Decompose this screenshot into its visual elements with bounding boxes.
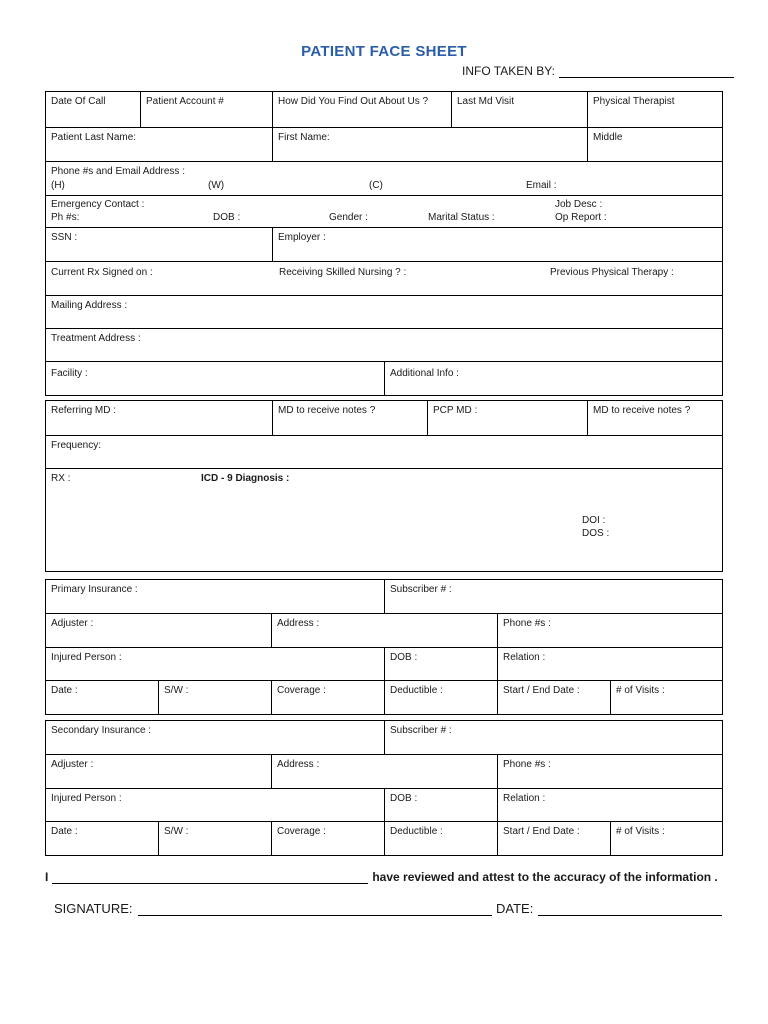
marital-status-label: Marital Status : [428, 212, 495, 223]
primary-coverage-label: Coverage : [277, 685, 326, 696]
pcp-md-label: PCP MD : [433, 405, 478, 416]
referring-md-notes-label: MD to receive notes ? [278, 405, 376, 416]
primary-subscriber-field[interactable] [385, 580, 722, 614]
secondary-insurance-field[interactable] [46, 721, 385, 755]
date-of-call-label: Date Of Call [51, 96, 106, 107]
secondary-dob-label: DOB : [390, 793, 418, 804]
mailing-address-label: Mailing Address : [51, 300, 128, 311]
physical-therapist-field[interactable] [588, 92, 722, 128]
secondary-sw-label: S/W : [164, 826, 189, 837]
rx-label: RX : [51, 473, 71, 484]
secondary-injured-field[interactable] [46, 789, 385, 822]
facility-field[interactable] [46, 362, 385, 395]
pcp-md-field[interactable] [428, 401, 588, 436]
info-taken-by-line[interactable] [559, 66, 734, 78]
patient-info-section [45, 91, 723, 396]
middle-name-field[interactable] [588, 128, 722, 162]
secondary-subscriber-label: Subscriber # : [390, 725, 452, 736]
referring-md-notes-field[interactable] [273, 401, 428, 436]
secondary-date-label: Date : [51, 826, 78, 837]
primary-deductible-label: Deductible : [390, 685, 443, 696]
date-field[interactable] [496, 901, 722, 916]
how-found-label: How Did You Find Out About Us ? [278, 96, 429, 107]
attestation-prefix: I [45, 870, 49, 884]
primary-adjuster-field[interactable] [46, 614, 272, 648]
icd-diagnosis-label: ICD - 9 Diagnosis : [201, 473, 290, 484]
secondary-sw-field[interactable] [159, 822, 272, 855]
primary-insurance-label: Primary Insurance : [51, 584, 138, 595]
frequency-label: Frequency: [51, 440, 102, 451]
primary-phone-label: Phone #s : [503, 618, 551, 629]
secondary-date-field[interactable] [46, 822, 159, 855]
primary-insurance-field[interactable] [46, 580, 385, 614]
mailing-address-field[interactable] [46, 296, 722, 329]
primary-adjuster-label: Adjuster : [51, 618, 94, 629]
rx-diagnosis-field[interactable] [46, 469, 722, 571]
primary-dob-field[interactable] [385, 648, 498, 681]
last-md-visit-field[interactable] [452, 92, 588, 128]
primary-start-end-field[interactable] [498, 681, 611, 714]
date-line[interactable] [538, 903, 722, 916]
secondary-injured-label: Injured Person : [51, 793, 122, 804]
pcp-md-notes-field[interactable] [588, 401, 722, 436]
primary-relation-label: Relation : [503, 652, 546, 663]
phone-home-label: (H) [51, 180, 65, 191]
secondary-insurance-section [45, 720, 723, 856]
attestation-text: have reviewed and attest to the accuracy of the information . [372, 870, 718, 884]
phone-email-field[interactable] [46, 162, 722, 196]
previous-pt-label: Previous Physical Therapy : [550, 267, 674, 278]
patient-account-field[interactable] [141, 92, 273, 128]
current-rx-label: Current Rx Signed on : [51, 267, 153, 278]
secondary-adjuster-label: Adjuster : [51, 759, 94, 770]
info-taken-by-field[interactable] [462, 64, 734, 78]
additional-info-label: Additional Info : [390, 368, 459, 379]
treatment-address-label: Treatment Address : [51, 333, 141, 344]
gender-label: Gender : [329, 212, 368, 223]
referral-section [45, 400, 723, 572]
primary-date-label: Date : [51, 685, 78, 696]
primary-dob-label: DOB : [390, 652, 418, 663]
primary-sw-label: S/W : [164, 685, 189, 696]
primary-coverage-field[interactable] [272, 681, 385, 714]
attestation-name-line[interactable] [52, 872, 368, 884]
employer-field[interactable] [273, 228, 722, 262]
page-title: PATIENT FACE SHEET [301, 43, 467, 60]
physical-therapist-label: Physical Therapist [593, 96, 675, 107]
primary-deductible-field[interactable] [385, 681, 498, 714]
primary-start-end-label: Start / End Date : [503, 685, 580, 696]
primary-address-label: Address : [277, 618, 320, 629]
pcp-md-notes-label: MD to receive notes ? [593, 405, 691, 416]
middle-name-label: Middle [593, 132, 623, 143]
first-name-label: First Name: [278, 132, 330, 143]
emergency-phone-label: Ph #s: [51, 212, 80, 223]
primary-address-field[interactable] [272, 614, 498, 648]
secondary-deductible-label: Deductible : [390, 826, 443, 837]
primary-insurance-section [45, 579, 723, 715]
secondary-relation-field[interactable] [498, 789, 722, 822]
ssn-label: SSN : [51, 232, 78, 243]
signature-line[interactable] [138, 903, 492, 916]
primary-injured-label: Injured Person : [51, 652, 122, 663]
employer-label: Employer : [278, 232, 326, 243]
secondary-start-end-label: Start / End Date : [503, 826, 580, 837]
secondary-visits-label: # of Visits : [616, 826, 665, 837]
last-name-field[interactable] [46, 128, 273, 162]
date-label: DATE: [496, 901, 534, 916]
secondary-deductible-field[interactable] [385, 822, 498, 855]
referring-md-field[interactable] [46, 401, 273, 436]
primary-sw-field[interactable] [159, 681, 272, 714]
secondary-relation-label: Relation : [503, 793, 546, 804]
ssn-field[interactable] [46, 228, 273, 262]
primary-phone-field[interactable] [498, 614, 722, 648]
emergency-contact-field[interactable] [46, 196, 722, 228]
secondary-phone-label: Phone #s : [503, 759, 551, 770]
phone-work-label: (W) [208, 180, 225, 191]
email-label: Email : [526, 180, 557, 191]
op-report-label: Op Report : [555, 212, 607, 223]
first-name-field[interactable] [273, 128, 588, 162]
primary-visits-label: # of Visits : [616, 685, 665, 696]
emergency-contact-label: Emergency Contact : [51, 199, 145, 210]
facility-label: Facility : [51, 368, 88, 379]
rx-nursing-pt-field[interactable] [46, 262, 722, 296]
doi-label: DOI : [582, 515, 606, 526]
secondary-dob-field[interactable] [385, 789, 498, 822]
primary-subscriber-label: Subscriber # : [390, 584, 452, 595]
signature-label: SIGNATURE: [54, 901, 133, 916]
frequency-field[interactable] [46, 436, 722, 469]
attestation-statement [45, 870, 718, 884]
secondary-subscriber-field[interactable] [385, 721, 722, 755]
referring-md-label: Referring MD : [51, 405, 117, 416]
primary-injured-field[interactable] [46, 648, 385, 681]
last-name-label: Patient Last Name: [51, 132, 137, 143]
secondary-adjuster-field[interactable] [46, 755, 272, 789]
secondary-coverage-label: Coverage : [277, 826, 326, 837]
secondary-insurance-label: Secondary Insurance : [51, 725, 152, 736]
phone-email-label: Phone #s and Email Address : [51, 166, 185, 177]
secondary-coverage-field[interactable] [272, 822, 385, 855]
primary-visits-field[interactable] [611, 681, 722, 714]
additional-info-field[interactable] [385, 362, 722, 395]
how-found-field[interactable] [273, 92, 452, 128]
patient-account-label: Patient Account # [146, 96, 224, 107]
secondary-address-field[interactable] [272, 755, 498, 789]
last-md-visit-label: Last Md Visit [457, 96, 515, 107]
treatment-address-field[interactable] [46, 329, 722, 362]
secondary-address-label: Address : [277, 759, 320, 770]
secondary-start-end-field[interactable] [498, 822, 611, 855]
skilled-nursing-label: Receiving Skilled Nursing ? : [279, 267, 407, 278]
secondary-phone-field[interactable] [498, 755, 722, 789]
phone-cell-label: (C) [369, 180, 383, 191]
signature-field[interactable] [54, 901, 492, 916]
emergency-dob-label: DOB : [213, 212, 241, 223]
info-taken-by-label: INFO TAKEN BY: [462, 64, 555, 78]
dos-label: DOS : [582, 528, 610, 539]
date-of-call-field[interactable] [46, 92, 141, 128]
secondary-visits-field[interactable] [611, 822, 722, 855]
primary-date-field[interactable] [46, 681, 159, 714]
primary-relation-field[interactable] [498, 648, 722, 681]
job-desc-label: Job Desc : [555, 199, 603, 210]
